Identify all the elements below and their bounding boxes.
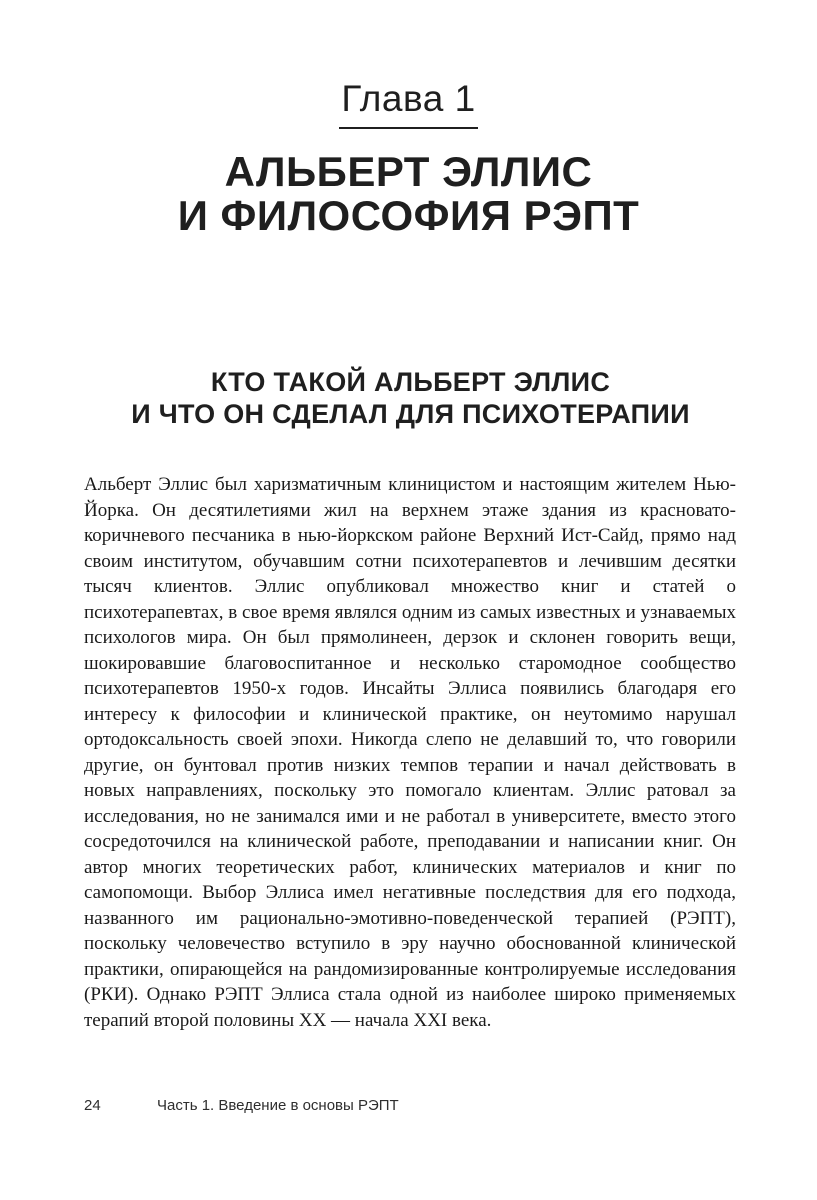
- body-paragraph: Альберт Эллис был харизматичным клиницистом и настоящим жителем Нью-Йорка. Он десятилетиями жил на верхнем этаже здания из красновато-коричневого песчаника в нью-йоркском районе Верхний Ист-Сайд, прямо над своим институтом, обучавшим сотни психотерапевтов и лечившим десятки тысяч клиентов. Эллис опубликовал множество книг и статей о психотерапевтах, в свое время являлся одним из самых известных и узнаваемых психологов мира. Он был прямолинеен, дерзок и склонен говорить вещи, шокировавшие благовоспитанное и несколько старомодное сообщество психотерапевтов 1950-х годов. Инсайты Эллиса появились благодаря его интересу к философии и клинической практике, он неутомимо нарушал ортодоксальность своей эпохи. Никогда слепо не делавший то, что говорили другие, он бунтовал против низких темпов терапии и начал действовать в новых направлениях, поскольку это помогало клиентам. Эллис ратовал за исследования, но не занимался ими и не работал в университете, вместо этого сосредоточился на клинической работе, преподавании и написании книг. Он автор многих теоретических работ, клинических материалов и книг по самопомощи. Выбор Эллиса имел негативные последствия для его подхода, названного им рационально-эмотивно-поведенческой терапией (РЭПТ), поскольку человечество вступило в эру научно обоснованной клинической практики, опирающейся на рандомизированные контролируемые исследования (РКИ). Однако РЭПТ Эллиса стала одной из наиболее широко применяемых терапий второй половины XX — начала XXI века.: [84, 474, 736, 1031]
- chapter-title-line-1: АЛЬБЕРТ ЭЛЛИС: [224, 148, 593, 195]
- page-footer: [84, 1097, 737, 1114]
- chapter-title-line-2: И ФИЛОСОФИЯ РЭПТ: [177, 192, 640, 240]
- page-number: 24: [84, 1097, 101, 1114]
- chapter-label: [0, 78, 817, 129]
- chapter-title: [0, 150, 817, 238]
- section-heading-line-2: И ЧТО ОН СДЕЛАЛ ДЛЯ ПСИХОТЕРАПИИ: [131, 399, 690, 430]
- section-heading-line-1: КТО ТАКОЙ АЛЬБЕРТ ЭЛЛИС: [210, 367, 611, 397]
- section-heading: [84, 366, 737, 431]
- chapter-label-text: Глава 1: [339, 78, 477, 129]
- footer-running-title: Часть 1. Введение в основы РЭПТ: [157, 1097, 399, 1114]
